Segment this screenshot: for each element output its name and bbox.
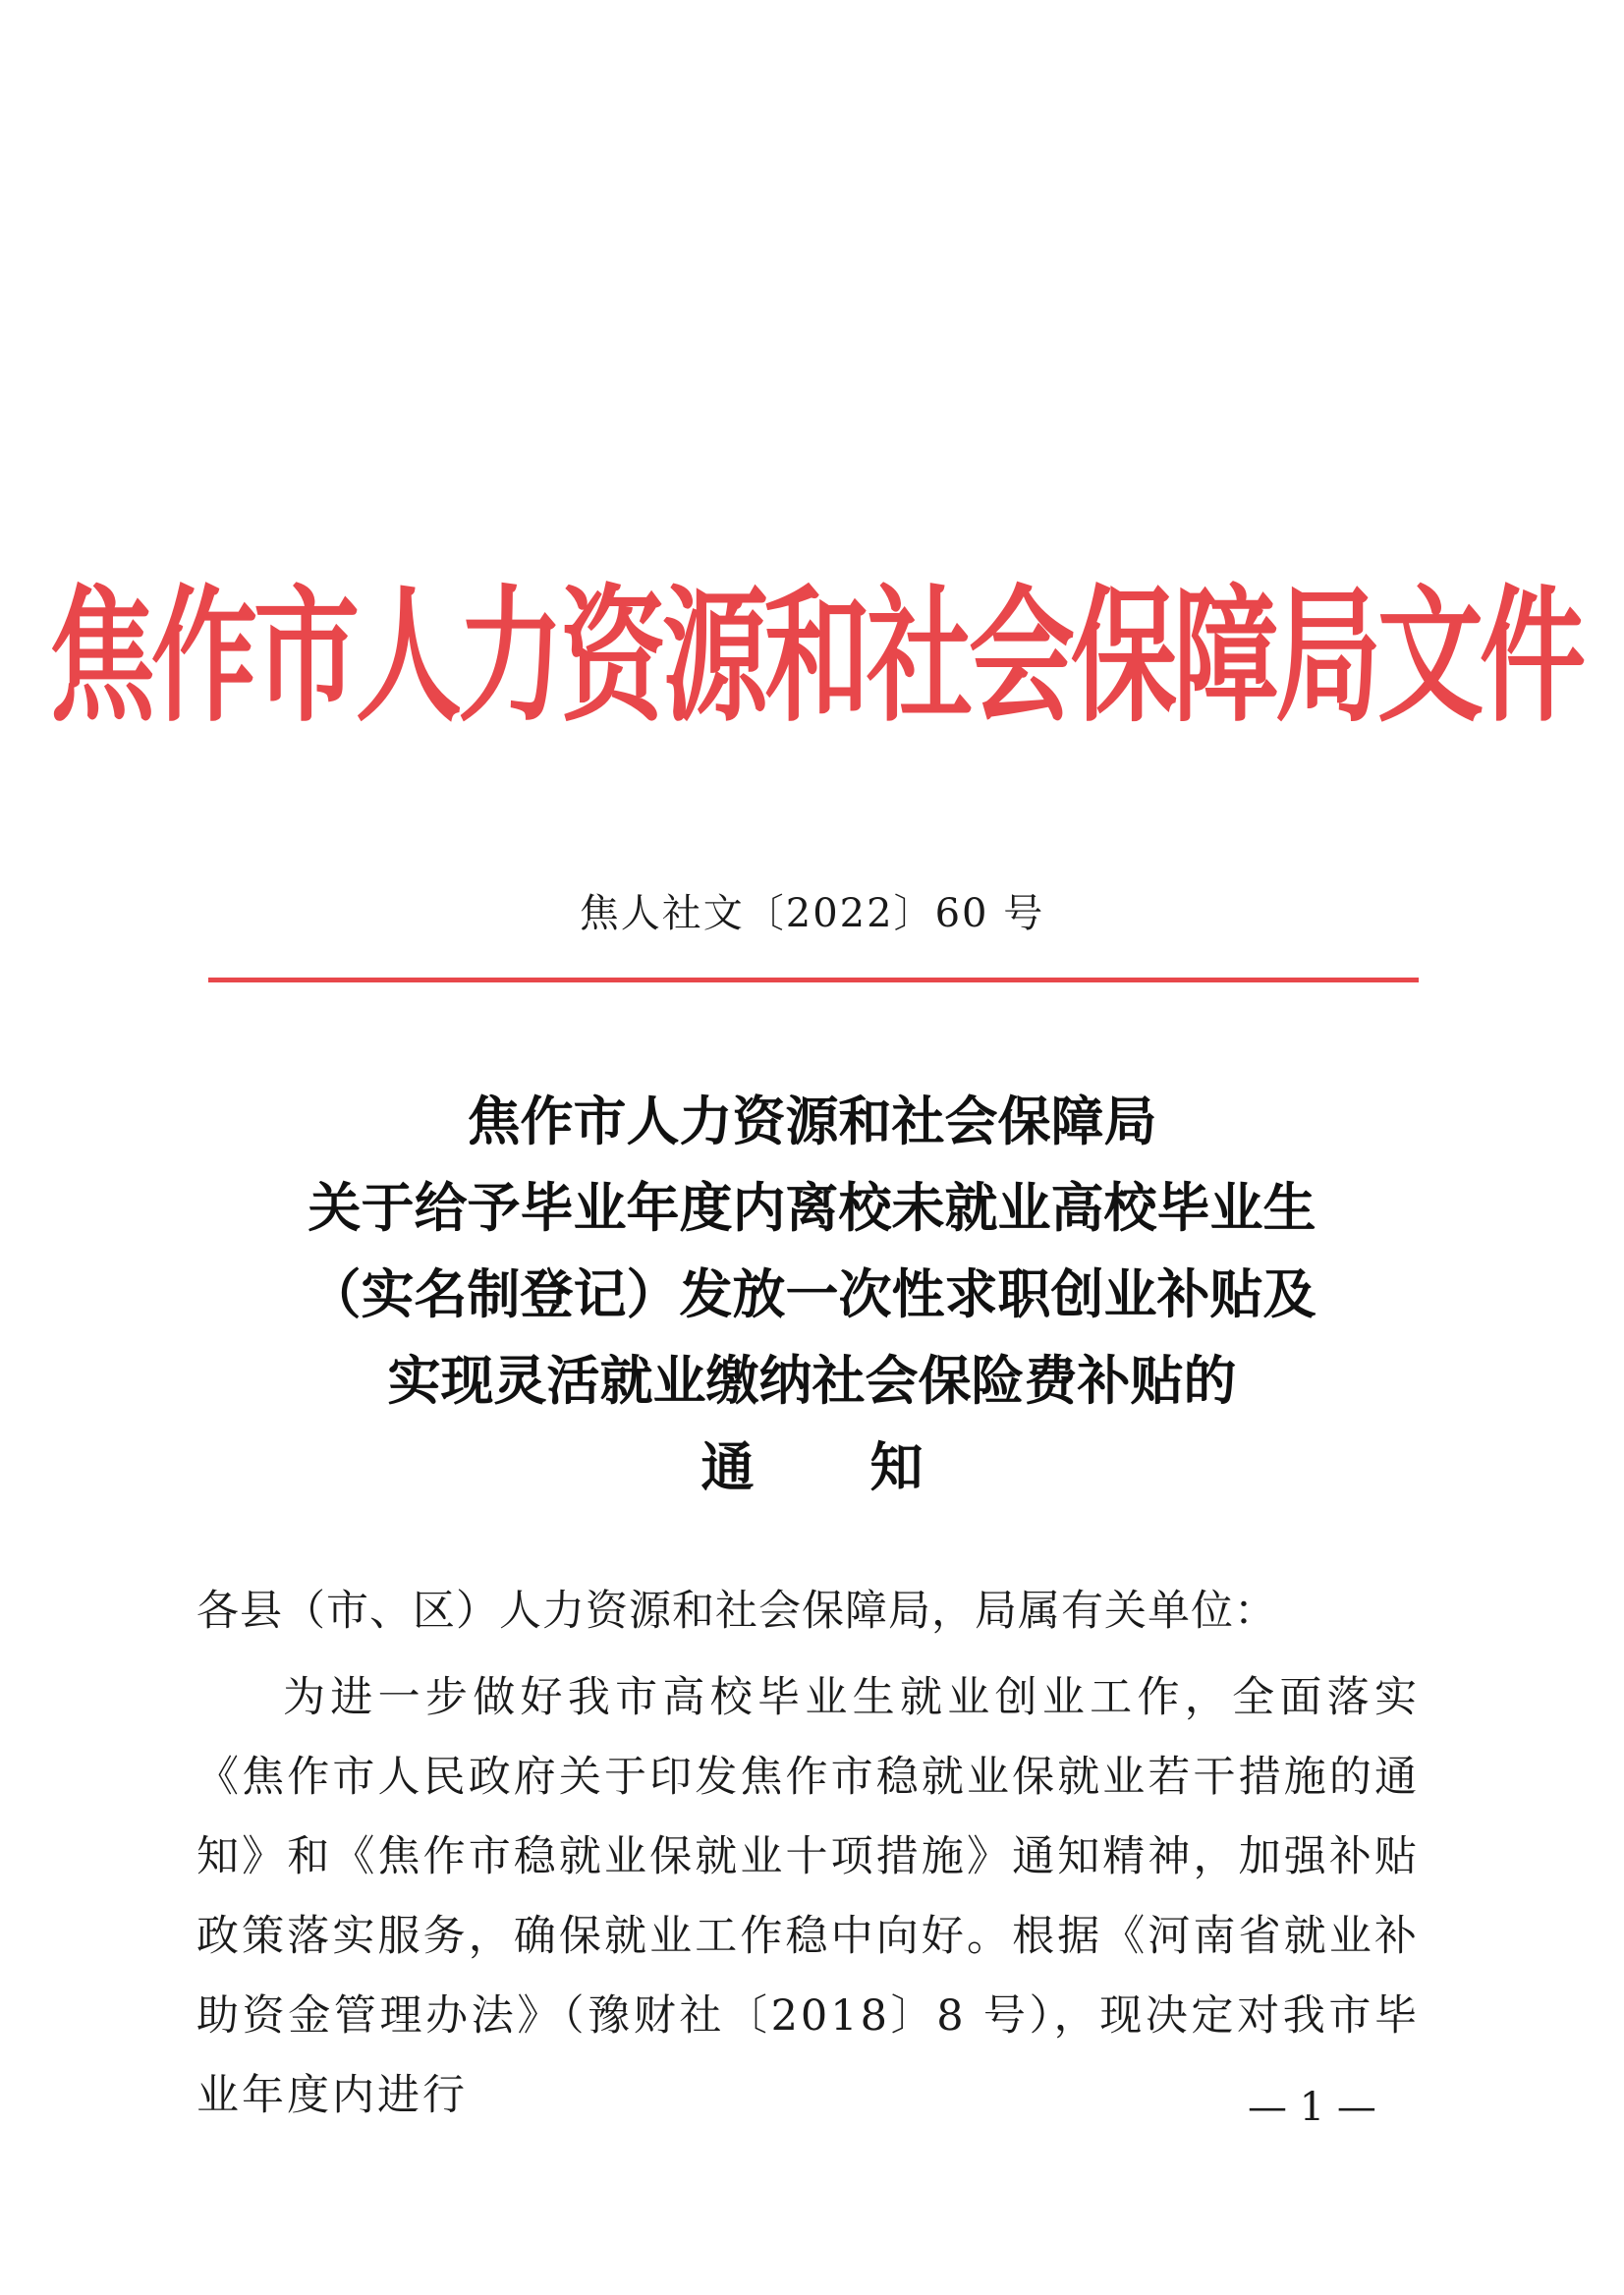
notice-title-line-4: 实现灵活就业缴纳社会保险费补贴的	[387, 1350, 1237, 1412]
red-divider-line	[208, 978, 1419, 982]
document-header-title: 焦作市人力资源和社会保障局文件	[49, 572, 1583, 743]
notice-title-line-1: 焦作市人力资源和社会保障局	[467, 1091, 1157, 1152]
notice-title-line-3: （实名制登记）发放一次性求职创业补贴及	[308, 1263, 1316, 1325]
salutation: 各县（市、区）人力资源和社会保障局，局属有关单位：	[196, 1587, 1277, 1636]
notice-title-line-2: 关于给予毕业年度内离校未就业高校毕业生	[308, 1177, 1316, 1239]
document-number: 焦人社文〔2022〕60 号	[579, 891, 1045, 936]
body-paragraph: 为进一步做好我市高校毕业生就业创业工作，全面落实《焦作市人民政府关于印发焦作市稳就业保就业若干措施的通知》和《焦作市稳就业保就业十项措施》通知精神，加强补贴政策落实服务，确保就业工作稳中向好。根据《河南省就业补助资金管理办法》（豫财社〔2018〕8 号），现决定对我市毕业年度内进行	[196, 1673, 1420, 2120]
notice-title	[0, 1079, 1624, 1511]
page-number: — 1 —	[1248, 2085, 1376, 2130]
notice-title-line-5: 通知	[700, 1436, 1039, 1498]
